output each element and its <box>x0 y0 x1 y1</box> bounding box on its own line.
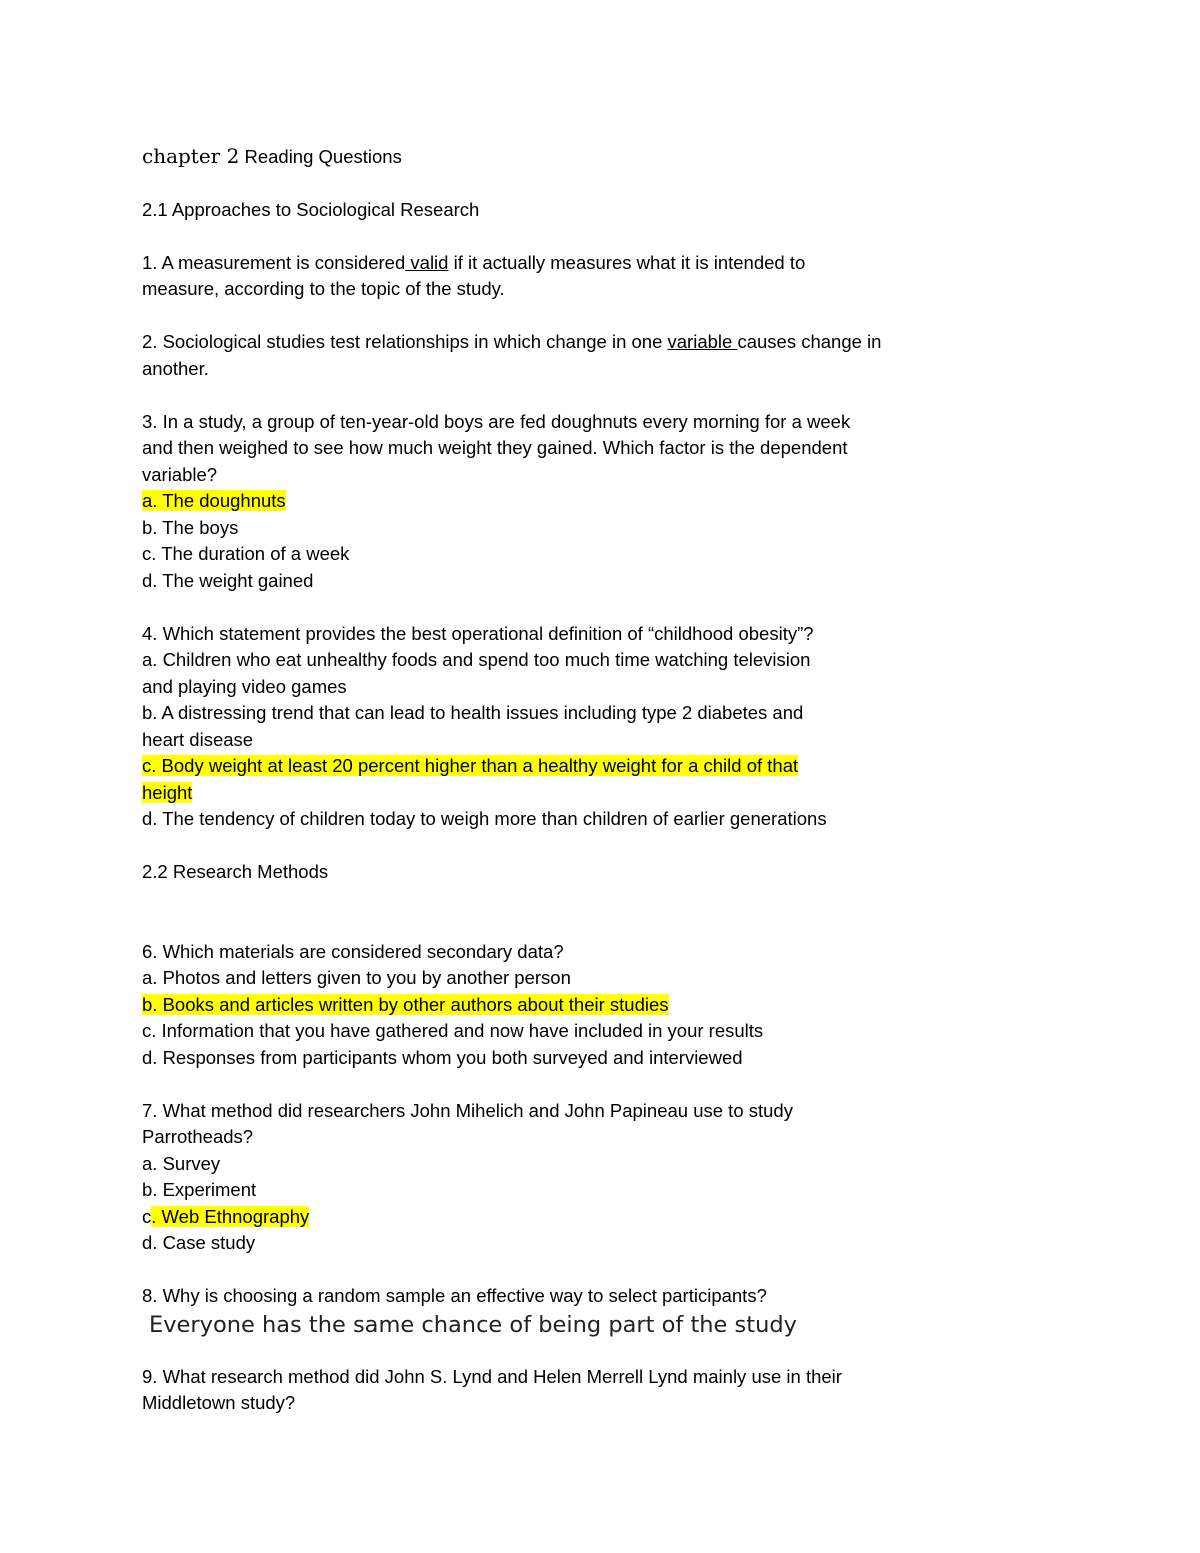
title-rest: Reading Questions <box>239 146 402 167</box>
q6-option-c: c. Information that you have gathered and now have included in your results <box>142 1020 764 1041</box>
title-chapter: chapter 2 <box>142 144 240 168</box>
question-4: 4. Which statement provides the best operational definition of “childhood obesity”? a. Children who eat unhealthy foods and spend too much time watching television and playing video games b. A distressing trend that can lead to health issues including type 2 diabetes and heart disease c. Body weight at least 20 percent higher than a healthy weight for a child of that height d. The tendency of children today to weigh more than children of earlier generations <box>142 621 942 833</box>
q6-option-d: d. Responses from participants whom you both surveyed and interviewed <box>142 1046 743 1068</box>
q7-option-d: d. Case study <box>142 1232 256 1253</box>
q3-option-c: c. The duration of a week <box>142 543 350 564</box>
q8-typed-answer: Everyone has the same chance of being part of the study <box>149 1311 797 1338</box>
question-2: 2. Sociological studies test relationships in which change in one variable causes change in another. <box>142 331 882 379</box>
question-8: 8. Why is choosing a random sample an effective way to select participants? Everyone has the same chance of being part of the study <box>142 1283 942 1340</box>
q4-option-b: b. A distressing trend that can lead to health issues including type 2 diabetes and <box>142 702 804 723</box>
q6-option-a: a. Photos and letters given to you by another person <box>142 967 571 988</box>
q7-option-b: b. Experiment <box>142 1179 257 1200</box>
page-title <box>142 143 942 170</box>
section-heading-2-2: 2.2 Research Methods <box>142 861 329 882</box>
q3-option-d: d. The weight gained <box>142 569 314 591</box>
question-1: 1. A measurement is considered valid if it actually measures what it is intended to measure, according to the topic of the study. <box>142 251 806 299</box>
question-3: 3. In a study, a group of ten-year-old boys are fed doughnuts every morning for a week and then weighed to see how much weight they gained. Which factor is the dependent variable? a. The doughnuts b. The boys c. The duration of a week d. The weight gained <box>142 409 942 595</box>
q7-option-a: a. Survey <box>142 1152 221 1174</box>
q3-option-b: b. The boys <box>142 516 239 538</box>
section-heading-2-1: 2.1 Approaches to Sociological Research <box>142 198 480 220</box>
q4-option-a: a. Children who eat unhealthy foods and spend too much time watching television <box>142 649 811 670</box>
q6-option-b-highlighted: b. Books and articles written by other authors about their studies <box>142 993 669 1015</box>
q4-option-d: d. The tendency of children today to weigh more than children of earlier generations <box>142 808 827 829</box>
question-9: 9. What research method did John S. Lynd and Helen Merrell Lynd mainly use in their Middletown study? <box>142 1365 842 1413</box>
document-page <box>142 143 942 1417</box>
q2-answer-blank: variable <box>667 331 738 352</box>
q3-option-a-highlighted: a. The doughnuts <box>142 490 286 511</box>
q1-answer-blank: valid <box>405 251 449 273</box>
question-6: 6. Which materials are considered secondary data? a. Photos and letters given to you by another person b. Books and articles written by other authors about their studies c. Information that you have gathered and now have included in your results d. Responses from participants whom you both surveyed and interviewed <box>142 939 942 1072</box>
q4-option-c-highlighted: c. Body weight at least 20 percent higher than a healthy weight for a child of that <box>142 755 799 776</box>
question-7: 7. What method did researchers John Mihelich and John Papineau use to study Parrotheads? a. Survey b. Experiment c. Web Ethnography d. Case study <box>142 1098 942 1257</box>
q7-option-c-highlighted: . Web Ethnography <box>151 1205 310 1227</box>
